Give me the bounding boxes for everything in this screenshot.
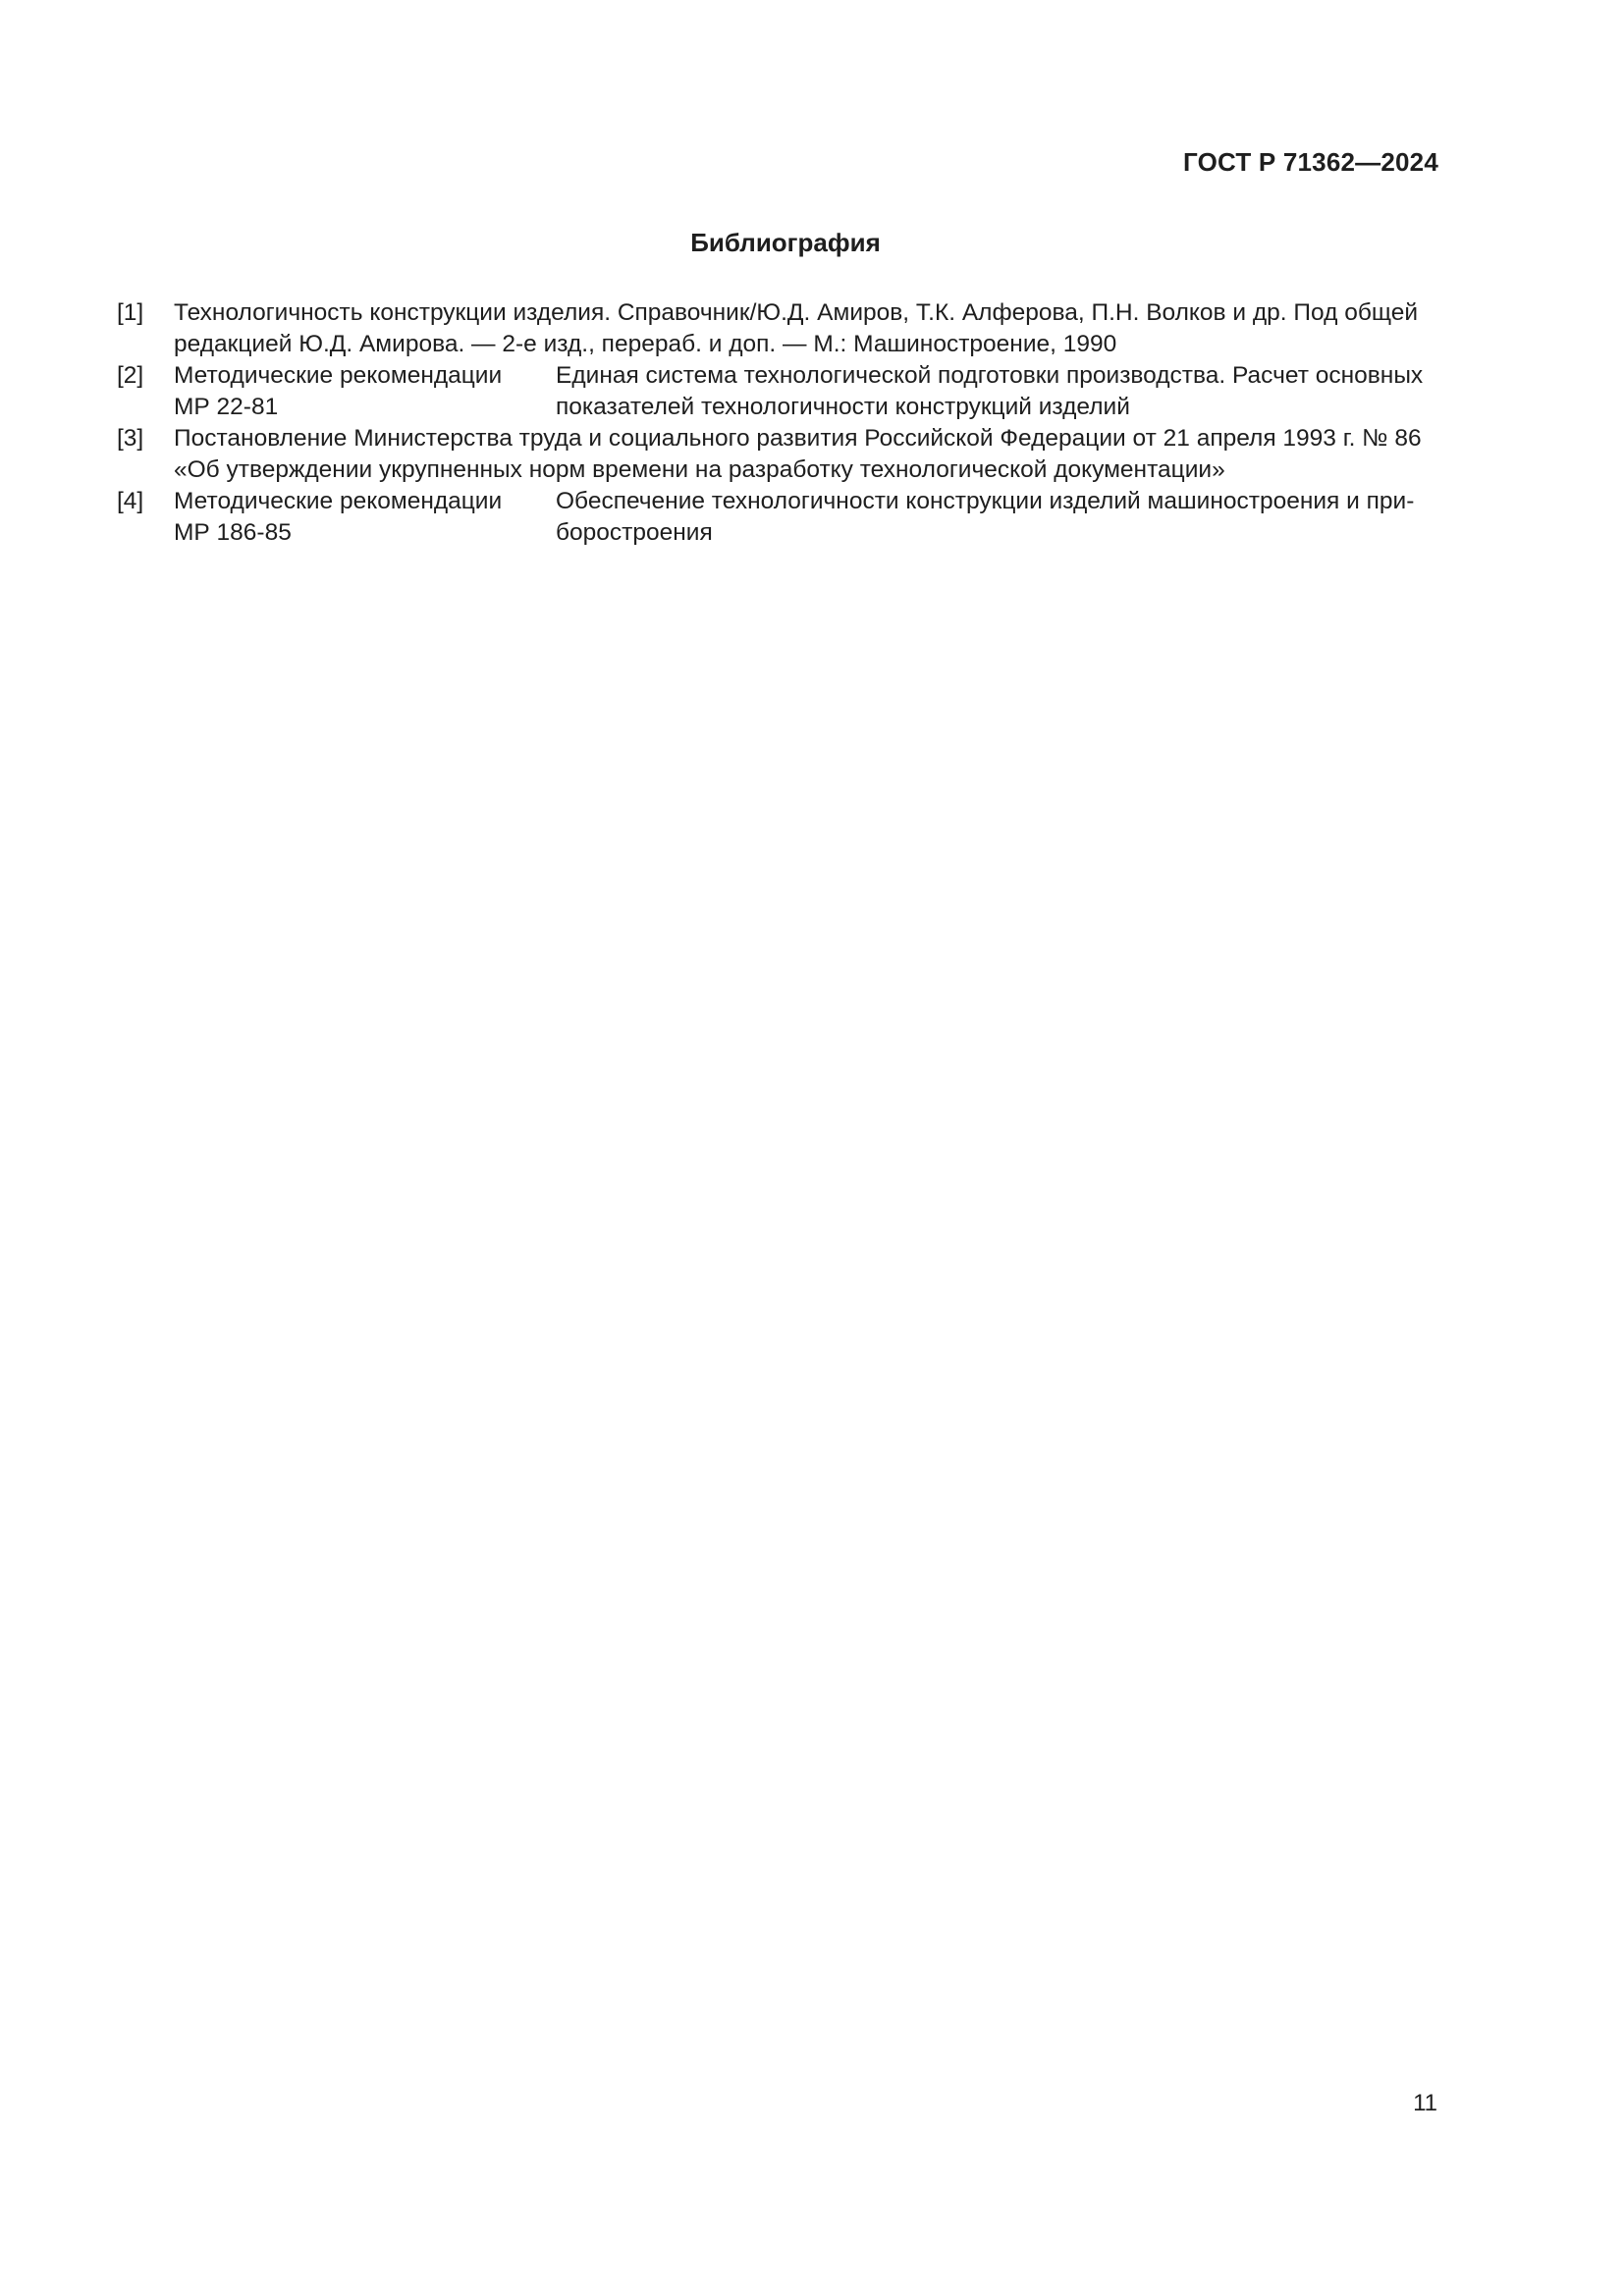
entry-text-line: Технологичность конструкции изделия. Справочник/Ю.Д. Амиров, Т.К. Алферова, П.Н. Волков и др. Под общей	[174, 299, 1419, 326]
bibliography-entry-3	[117, 423, 1439, 486]
entry-text-line: Постановление Министерства труда и социального развития Российской Федерации от 21 апреля 1993 г. № 86	[174, 425, 1422, 452]
entry-number: [3]	[117, 425, 144, 452]
entry-text	[174, 297, 1439, 360]
document-type-code: МР 186-85	[174, 519, 292, 546]
entry-document-title	[556, 360, 1439, 423]
document-type-label: Методические рекомендации	[174, 488, 503, 514]
entry-text	[174, 423, 1439, 486]
entry-title-line: Обеспечение технологичности конструкции изделий машиностроения и при-	[556, 488, 1415, 514]
entry-title-line: показателей технологичности конструкций изделий	[556, 394, 1130, 420]
entry-text-line: «Об утверждении укрупненных норм времени на разработку технологической документации»	[174, 456, 1225, 483]
entry-number: [1]	[117, 299, 144, 326]
entry-text-line: редакцией Ю.Д. Амирова. — 2-е изд., перераб. и доп. — М.: Машиностроение, 1990	[174, 331, 1117, 357]
entry-document-title	[556, 486, 1439, 549]
document-type-code: МР 22-81	[174, 394, 279, 420]
entry-title-line: Единая система технологической подготовки производства. Расчет основных	[556, 362, 1424, 389]
entry-number: [2]	[117, 362, 144, 389]
page-number: 11	[1413, 2090, 1437, 2116]
bibliography-entry-2	[117, 360, 1439, 423]
bibliography-entry-1	[117, 297, 1439, 360]
section-title: Библиография	[690, 228, 881, 257]
document-code: ГОСТ Р 71362—2024	[1183, 147, 1438, 177]
document-type-label: Методические рекомендации	[174, 362, 503, 389]
bibliography-list	[117, 297, 1439, 549]
entry-number: [4]	[117, 488, 144, 514]
entry-title-line: боростроения	[556, 519, 713, 546]
entry-document-type	[174, 486, 556, 549]
entry-document-type	[174, 360, 556, 423]
bibliography-entry-4	[117, 486, 1439, 549]
